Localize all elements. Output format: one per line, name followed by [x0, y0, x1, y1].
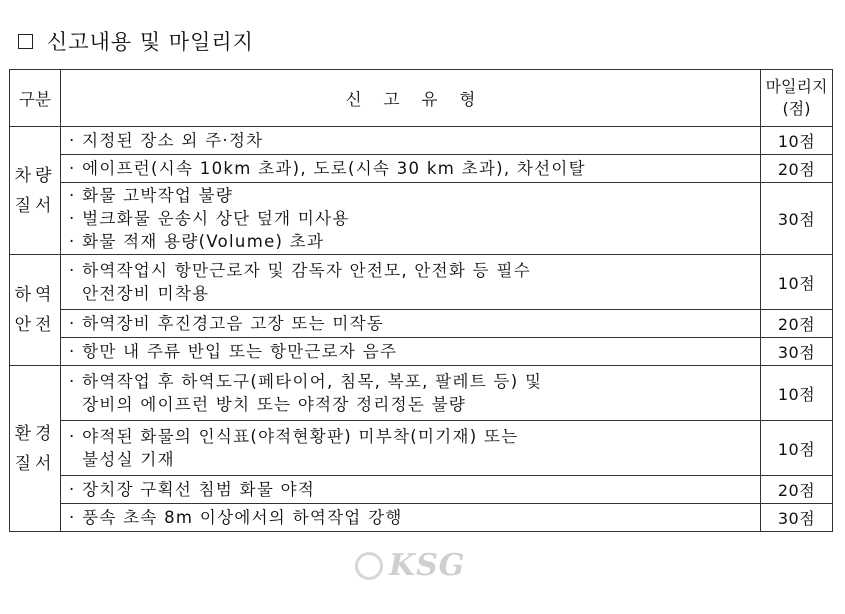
- report-mileage-table: [9, 69, 833, 532]
- category-label: 질서: [14, 453, 56, 474]
- report-type-cell: [61, 421, 761, 476]
- points-cell: 10점: [761, 255, 833, 310]
- report-type-cell: [61, 504, 761, 532]
- report-type-cell: [61, 183, 761, 255]
- report-type-text: · 야적된 화물의 인식표(야적현황판) 미부착(미기재) 또는: [69, 427, 519, 446]
- report-type-text: · 에이프런(시속 10km 초과), 도로(시속 30 km 초과), 차선이탈: [69, 159, 586, 178]
- report-type-text: · 하역장비 후진경고음 고장 또는 미작동: [69, 314, 385, 333]
- category-label: 하역: [14, 285, 56, 305]
- report-type-text: · 하역작업 후 하역도구(페타이어, 침목, 복포, 팔레트 등) 및: [69, 372, 543, 391]
- table-row: [10, 338, 833, 366]
- report-type-cell: [61, 310, 761, 338]
- table-row: [10, 504, 833, 532]
- category-label: 환경: [14, 423, 56, 444]
- report-type-cell: [61, 155, 761, 183]
- table-row: [10, 310, 833, 338]
- section-heading: [18, 26, 254, 56]
- header-mileage-label: 마일리지: [765, 77, 828, 96]
- watermark-text: KSG: [389, 548, 466, 583]
- report-type-text: · 풍속 초속 8m 이상에서의 하역작업 강행: [69, 508, 403, 527]
- table-row: [10, 255, 833, 310]
- checkbox-square-icon: [18, 34, 33, 49]
- report-type-text: 불성실 기재: [69, 450, 175, 469]
- points-cell: 30점: [761, 504, 833, 532]
- section-title: 신고내용 및 마일리지: [47, 30, 254, 54]
- points-cell: 10점: [761, 127, 833, 155]
- report-type-text: · 항만 내 주류 반입 또는 항만근로자 음주: [69, 342, 398, 361]
- report-type-text: 안전장비 미착용: [69, 284, 210, 303]
- report-type-text: 장비의 에이프런 방치 또는 야적장 정리정돈 불량: [69, 395, 467, 414]
- category-label: 차량: [14, 165, 56, 186]
- category-vehicle-order: [10, 127, 61, 255]
- header-mileage: [761, 70, 833, 127]
- report-type-cell: [61, 338, 761, 366]
- report-type-text: · 장치장 구획선 침범 화물 야적: [69, 480, 316, 499]
- table-row: [10, 155, 833, 183]
- points-cell: 20점: [761, 155, 833, 183]
- table-row: [10, 421, 833, 476]
- table-header-row: [10, 70, 833, 127]
- report-type-text: · 화물 고박작업 불량: [69, 186, 234, 205]
- points-cell: 30점: [761, 183, 833, 255]
- category-environment-order: [10, 366, 61, 532]
- table-row: [10, 183, 833, 255]
- points-cell: 20점: [761, 476, 833, 504]
- seal-icon: [355, 552, 383, 580]
- points-cell: 20점: [761, 310, 833, 338]
- category-label: 안전: [14, 315, 56, 335]
- header-mileage-unit: (점): [782, 99, 811, 118]
- report-type-cell: [61, 366, 761, 421]
- report-type-text: · 하역작업시 항만근로자 및 감독자 안전모, 안전화 등 필수: [69, 261, 531, 280]
- report-type-text: · 화물 적재 용량(Volume) 초과: [69, 232, 325, 251]
- report-type-cell: [61, 476, 761, 504]
- table-row: [10, 127, 833, 155]
- report-type-text: · 지정된 장소 외 주·정차: [69, 131, 264, 150]
- category-label: 질서: [14, 195, 56, 216]
- table-row: [10, 366, 833, 421]
- ksg-watermark: [355, 548, 465, 583]
- report-type-cell: [61, 255, 761, 310]
- header-type: 신고유형: [61, 70, 761, 127]
- category-handling-safety: [10, 255, 61, 366]
- report-type-text: · 벌크화물 운송시 상단 덮개 미사용: [69, 209, 350, 228]
- table-row: [10, 476, 833, 504]
- header-category: 구분: [10, 70, 61, 127]
- points-cell: 10점: [761, 421, 833, 476]
- report-type-cell: [61, 127, 761, 155]
- points-cell: 10점: [761, 366, 833, 421]
- points-cell: 30점: [761, 338, 833, 366]
